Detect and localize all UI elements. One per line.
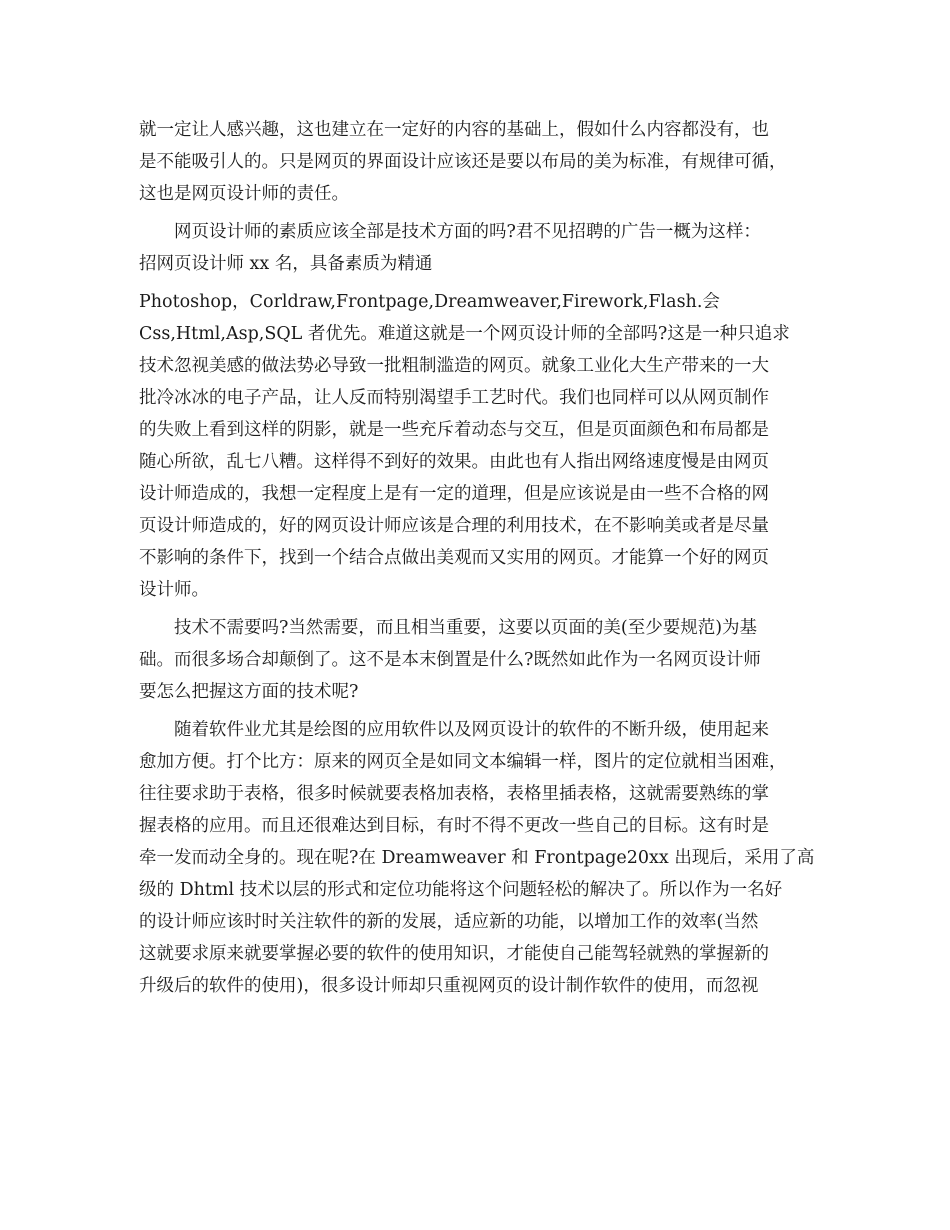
text-line: 要怎么把握这方面的技术呢? xyxy=(139,682,359,702)
text-line: 础。而很多场合却颠倒了。这不是本末倒置是什么?既然如此作为一名网页设计师 xyxy=(139,650,761,670)
text-line: Photoshop，Corldraw,Frontpage,Dreamweaver,Firework,Flash.会 xyxy=(139,292,720,312)
text-line: 愈加方便。打个比方：原来的网页全是如同文本编辑一样，图片的定位就相当困难， xyxy=(139,752,787,772)
text-line: 随心所欲，乱七八糟。这样得不到好的效果。由此也有人指出网络速度慢是由网页 xyxy=(139,452,769,472)
text-line: 页设计师造成的，好的网页设计师应该是合理的利用技术，在不影响美或者是尽量 xyxy=(139,516,769,536)
text-line: 招网页设计师 xx 名，具备素质为精通 xyxy=(139,254,433,274)
text-line: 握表格的应用。而且还很难达到目标，有时不得不更改一些自己的目标。这有时是 xyxy=(139,816,769,836)
text-line: 设计师造成的，我想一定程度上是有一定的道理，但是应该说是由一些不合格的网 xyxy=(139,484,769,504)
text-line: 这也是网页设计师的责任。 xyxy=(139,184,349,204)
text-line: 往往要求助于表格，很多时候就要表格加表格，表格里插表格，这就需要熟练的掌 xyxy=(139,784,769,804)
text-line: 这就要求原来就要掌握必要的软件的使用知识，才能使自己能驾轻就熟的掌握新的 xyxy=(139,944,769,964)
text-line: 升级后的软件的使用)，很多设计师却只重视网页的设计制作软件的使用，而忽视 xyxy=(139,976,759,996)
text-line: 随着软件业尤其是绘图的应用软件以及网页设计的软件的不断升级，使用起来 xyxy=(139,720,769,740)
text-line: 技术不需要吗?当然需要，而且相当重要，这要以页面的美(至少要规范)为基 xyxy=(139,618,758,638)
text-line: 牵一发而动全身的。现在呢?在 Dreamweaver 和 Frontpage20xx 出现后，采用了高 xyxy=(139,848,815,868)
text-line: 就一定让人感兴趣，这也建立在一定好的内容的基础上，假如什么内容都没有，也 xyxy=(139,120,769,140)
text-line: 级的 Dhtml 技术以层的形式和定位功能将这个问题轻松的解决了。所以作为一名好 xyxy=(139,880,783,900)
body-text xyxy=(139,114,829,1002)
text-line: 设计师。 xyxy=(139,580,209,600)
text-line: 的失败上看到这样的阴影，就是一些充斥着动态与交互，但是页面颜色和布局都是 xyxy=(139,420,769,440)
text-line: 不影响的条件下，找到一个结合点做出美观而又实用的网页。才能算一个好的网页 xyxy=(139,548,769,568)
text-line: 技术忽视美感的做法势必导致一批粗制滥造的网页。就象工业化大生产带来的一大 xyxy=(139,356,769,376)
text-line: 的设计师应该时时关注软件的新的发展，适应新的功能，以增加工作的效率(当然 xyxy=(139,912,759,932)
text-line: Css,Html,Asp,SQL 者优先。难道这就是一个网页设计师的全部吗?这是一种只追求 xyxy=(139,324,790,344)
text-line: 网页设计师的素质应该全部是技术方面的吗?君不见招聘的广告一概为这样： xyxy=(139,222,761,242)
text-line: 是不能吸引人的。只是网页的界面设计应该还是要以布局的美为标准，有规律可循， xyxy=(139,152,787,172)
text-line: 批冷冰冰的电子产品，让人反而特别渴望手工艺时代。我们也同样可以从网页制作 xyxy=(139,388,769,408)
